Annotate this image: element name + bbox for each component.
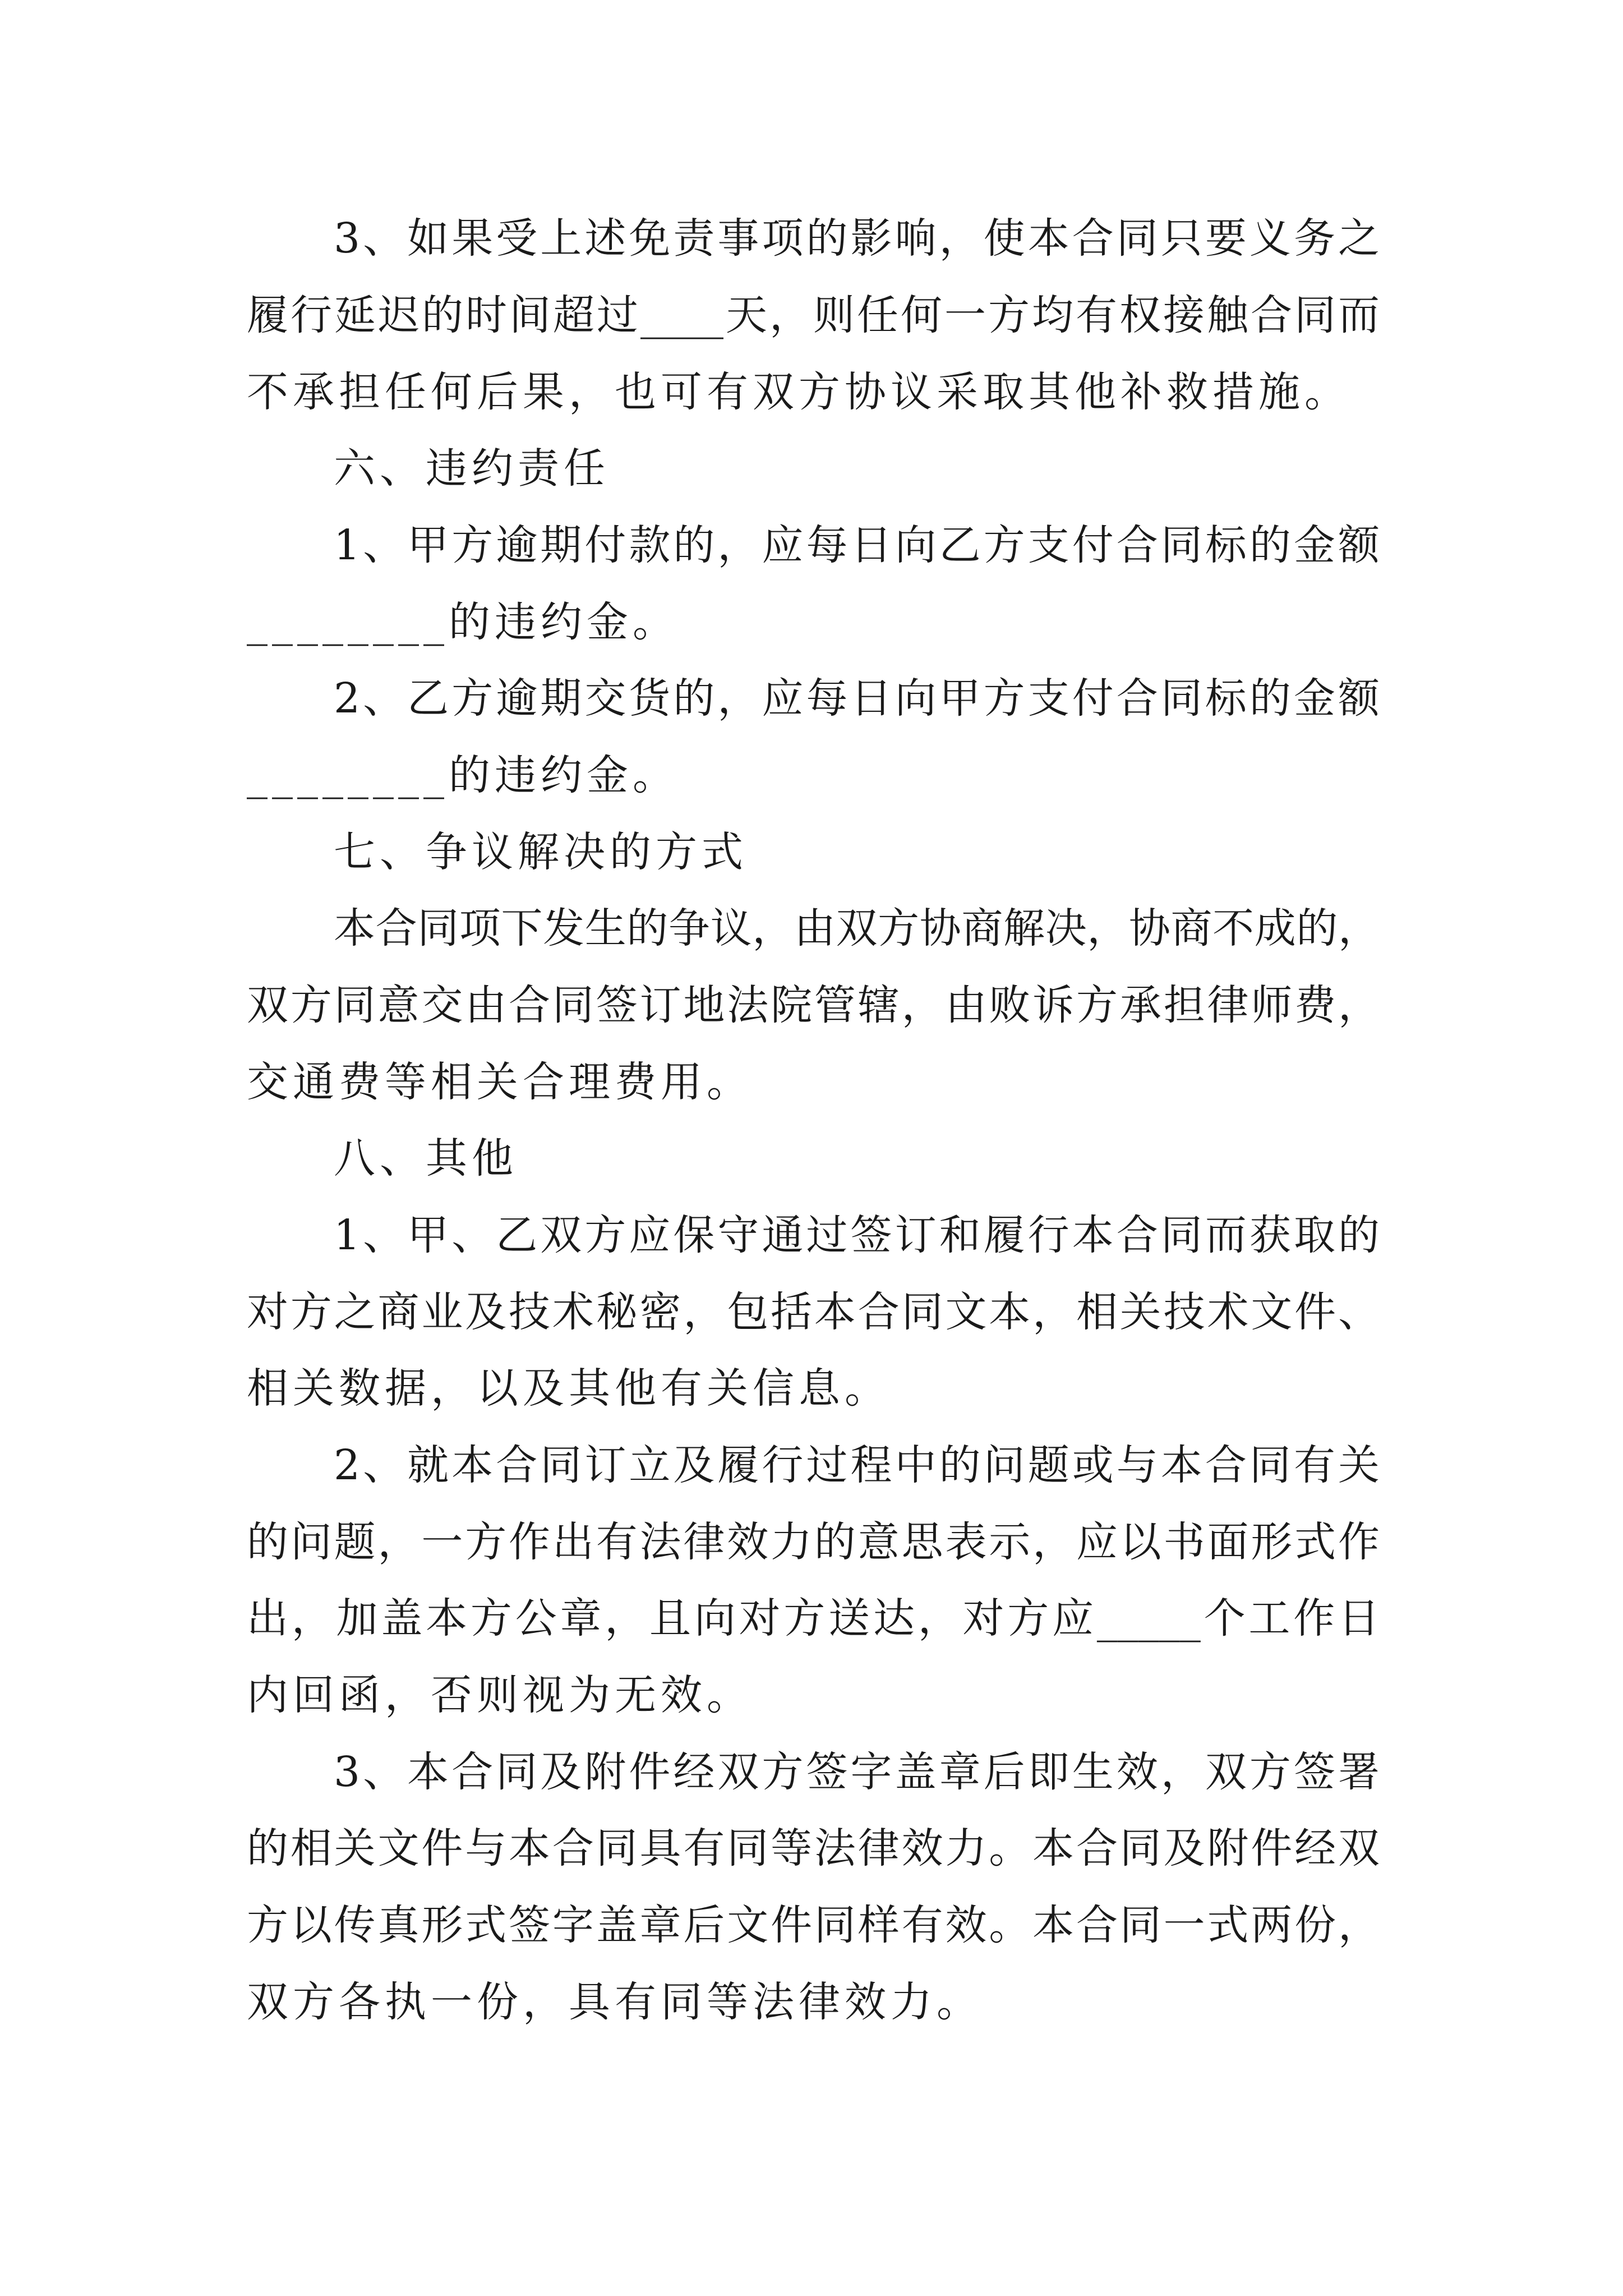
- text-line: 交通费等相关合理费用。: [247, 1058, 753, 1106]
- text-line: 2、就本合同订立及履行过程中的问题或与本合同有关: [334, 1441, 1380, 1489]
- text-line: 对方之商业及技术秘密，包括本合同文本，相关技术文件、: [247, 1288, 1380, 1336]
- text-line: 双方各执一份，具有同等法律效力。: [247, 1978, 983, 2026]
- text-line: 的相关文件与本合同具有同等法律效力。本合同及附件经双: [247, 1824, 1380, 1872]
- section-heading: 六、违约责任: [334, 444, 610, 493]
- text-line: ________的违约金。: [247, 598, 679, 646]
- section-heading: 八、其他: [334, 1134, 518, 1182]
- text-line: 履行延迟的时间超过____天，则任何一方均有权接触合同而: [247, 291, 1380, 339]
- text-line: 的问题，一方作出有法律效力的意思表示，应以书面形式作: [247, 1518, 1380, 1566]
- text-line: 本合同项下发生的争议，由双方协商解决，协商不成的，: [334, 904, 1380, 953]
- text-line: 相关数据，以及其他有关信息。: [247, 1364, 891, 1412]
- text-line: 内回函，否则视为无效。: [247, 1671, 753, 1719]
- text-line: 2、乙方逾期交货的，应每日向甲方支付合同标的金额: [334, 674, 1380, 723]
- text-line: 方以传真形式签字盖章后文件同样有效。本合同一式两份，: [247, 1901, 1380, 1949]
- text-line: 3、如果受上述免责事项的影响，使本合同只要义务之: [334, 214, 1380, 263]
- text-line: 1、甲、乙双方应保守通过签订和履行本合同而获取的: [334, 1211, 1380, 1259]
- section-heading: 七、争议解决的方式: [334, 828, 748, 876]
- text-line: 出，加盖本方公章，且向对方送达，对方应_____个工作日: [247, 1594, 1380, 1642]
- text-line: ________的违约金。: [247, 751, 679, 799]
- text-line: 1、甲方逾期付款的，应每日向乙方支付合同标的金额: [334, 521, 1380, 569]
- text-line: 不承担任何后果，也可有双方协议采取其他补救措施。: [247, 368, 1350, 416]
- text-line: 3、本合同及附件经双方签字盖章后即生效，双方签署: [334, 1748, 1380, 1796]
- text-line: 双方同意交由合同签订地法院管辖，由败诉方承担律师费，: [247, 981, 1380, 1029]
